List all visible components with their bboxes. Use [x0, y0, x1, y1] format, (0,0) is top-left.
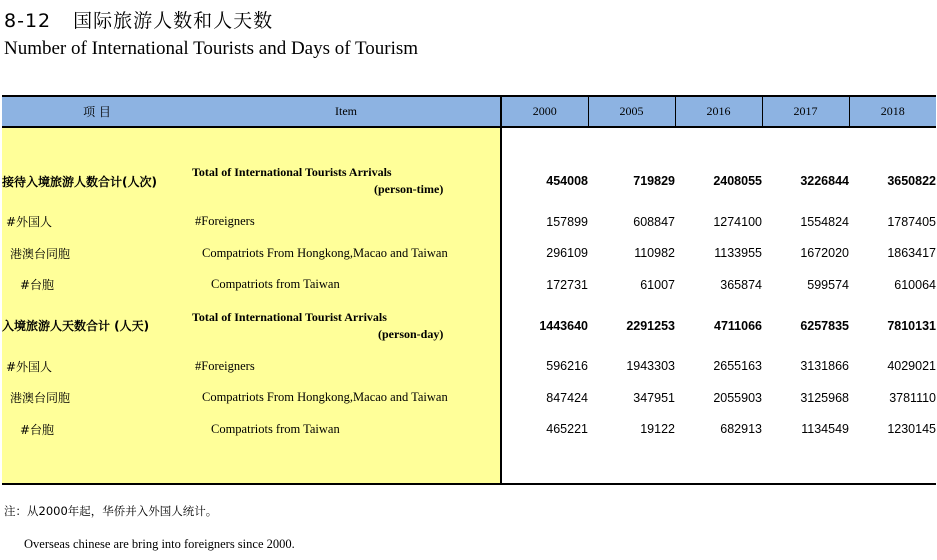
cell-value: 61007: [640, 277, 675, 292]
header-item-en: Item: [192, 96, 501, 127]
row-label-cn: #外国人: [2, 206, 192, 238]
cell-value: 847424: [546, 390, 588, 405]
cell-value: 719829: [633, 174, 675, 188]
header-year: 2016: [675, 96, 762, 127]
cell-value: 365874: [720, 277, 762, 292]
cell-value: 3226844: [800, 174, 849, 188]
row-label-en: Compatriots From Hongkong,Macao and Taiwan: [192, 382, 501, 414]
table-row: [2, 206, 936, 238]
header-year: 2000: [501, 96, 588, 127]
cell-value: 610064: [894, 277, 936, 292]
statistics-table: [2, 95, 936, 485]
row-label-en: #Foreigners: [192, 206, 501, 238]
cell-value: 1672020: [800, 246, 849, 261]
cell-value: 19122: [640, 422, 675, 437]
cell-value: 1443640: [539, 318, 588, 333]
cell-value: 157899: [546, 214, 588, 229]
cell-value: 682913: [720, 422, 762, 437]
cell-value: 1787405: [887, 214, 936, 229]
row-label-cn: 港澳台同胞: [2, 238, 192, 270]
cell-value: 2408055: [713, 174, 762, 188]
row-label-cn: 港澳台同胞: [2, 382, 192, 414]
cell-value: 2655163: [713, 359, 762, 374]
cell-value: 3781110: [889, 390, 936, 405]
table-row: [2, 414, 936, 446]
row-label-cn: 接待入境旅游人数合计(人次): [2, 156, 192, 206]
table-header-row: [2, 96, 936, 127]
cell-value: 172731: [546, 277, 588, 292]
row-label-en: Compatriots from Taiwan: [192, 414, 501, 446]
cell-value: 7810131: [887, 318, 936, 333]
table-number: 8-12: [4, 10, 52, 32]
row-label-cn: #外国人: [2, 351, 192, 383]
cell-value: 599574: [807, 277, 849, 292]
cell-value: 3650822: [887, 174, 936, 188]
cell-value: 2291253: [626, 318, 675, 333]
table-row: [2, 269, 936, 301]
table-row: [2, 156, 936, 206]
table-title-en: Number of International Tourists and Days of Tourism: [4, 38, 419, 59]
row-label-cn: 入境旅游人天数合计 (人天): [2, 301, 192, 351]
row-label-en: Total of International Tourist Arrivals (person-day): [192, 301, 501, 351]
cell-value: 1943303: [626, 359, 675, 374]
header-item-cn: 项 目: [2, 96, 192, 127]
cell-value: 3131866: [800, 359, 849, 374]
row-label-cn: #台胞: [2, 269, 192, 301]
cell-value: 3125968: [800, 390, 849, 405]
row-label-cn: #台胞: [2, 414, 192, 446]
table-row: [2, 351, 936, 383]
cell-value: 1134549: [801, 422, 849, 437]
cell-value: 4711066: [714, 318, 762, 333]
table-title-cn: [4, 6, 273, 33]
cell-value: 110982: [634, 246, 675, 261]
header-year: 2005: [588, 96, 675, 127]
table-row: [2, 238, 936, 270]
table-row: [2, 382, 936, 414]
header-year: 2018: [849, 96, 936, 127]
cell-value: 1863417: [887, 246, 936, 261]
cell-value: 296109: [546, 246, 588, 261]
cell-value: 4029021: [887, 359, 936, 374]
cell-value: 1274100: [713, 214, 762, 229]
footnote-en: Overseas chinese are bring into foreigners since 2000.: [24, 537, 295, 551]
cell-value: 454008: [546, 174, 588, 188]
cell-value: 1230145: [887, 422, 936, 437]
table-title-cn-text: 国际旅游人数和人天数: [73, 10, 274, 32]
cell-value: 608847: [633, 214, 675, 229]
cell-value: 2055903: [713, 390, 762, 405]
table-row: [2, 301, 936, 351]
cell-value: 6257835: [800, 318, 849, 333]
cell-value: 1554824: [800, 214, 849, 229]
cell-value: 1133955: [714, 246, 762, 261]
row-label-en: #Foreigners: [192, 351, 501, 383]
footnote-cn: 注：从2000年起，华侨并入外国人统计。: [4, 504, 218, 518]
row-label-en: Compatriots From Hongkong,Macao and Taiwan: [192, 238, 501, 270]
header-year: 2017: [762, 96, 849, 127]
cell-value: 347951: [633, 390, 675, 405]
row-label-en: Compatriots from Taiwan: [192, 269, 501, 301]
cell-value: 465221: [546, 422, 588, 437]
row-label-en: Total of International Tourists Arrivals (person-time): [192, 156, 501, 206]
cell-value: 596216: [546, 359, 588, 374]
